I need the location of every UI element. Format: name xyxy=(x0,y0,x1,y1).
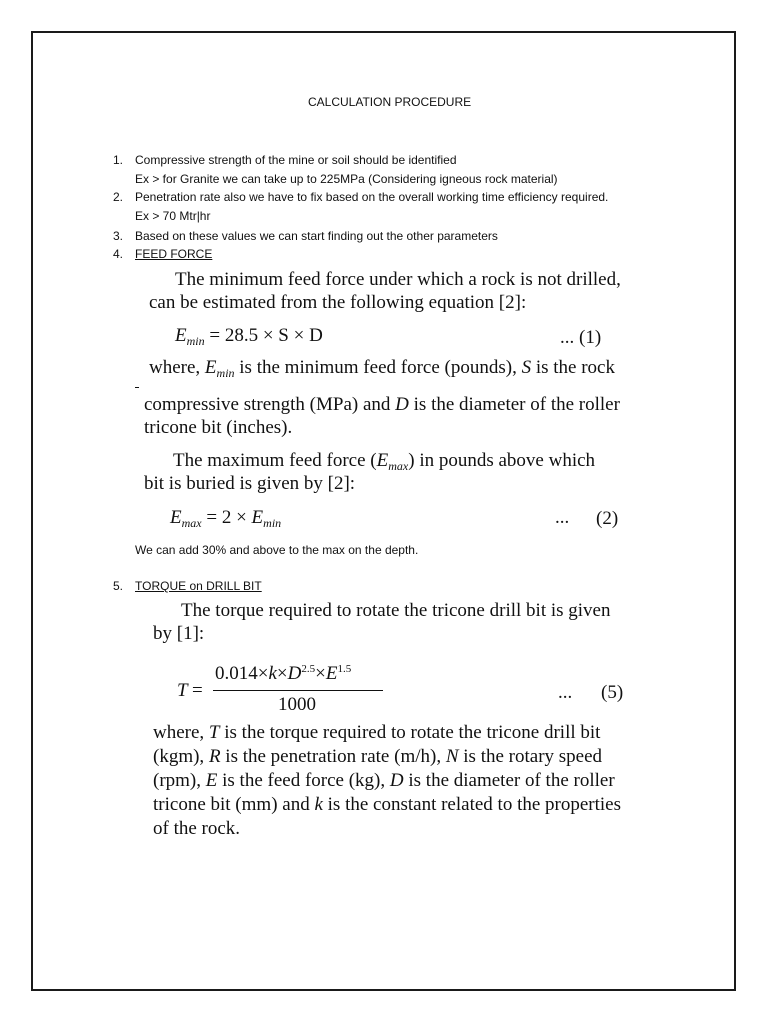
feed-force-definition: compressive strength (MPa) and D is the diameter of the roller xyxy=(144,394,620,415)
torque-paragraph: by [1]: xyxy=(153,623,205,644)
list-number: 2. xyxy=(113,190,124,204)
feed-force-note: We can add 30% and above to the max on the depth. xyxy=(135,543,419,557)
equation-1-number: ... (1) xyxy=(560,327,602,348)
list-number: 1. xyxy=(113,153,124,167)
list-number: 5. xyxy=(113,579,124,593)
torque-definition: of the rock. xyxy=(153,818,241,839)
page-title: CALCULATION PROCEDURE xyxy=(308,95,472,109)
torque-equation-lhs: T = xyxy=(177,680,203,701)
list-item: Compressive strength of the mine or soil should be identified xyxy=(135,153,457,167)
list-item: Based on these values we can start finding out the other parameters xyxy=(135,229,498,243)
equation-2-number: (2) xyxy=(596,508,619,529)
list-number: 3. xyxy=(113,229,124,243)
torque-paragraph: The torque required to rotate the tricone drill bit is given xyxy=(181,600,611,621)
torque-equation-number: (5) xyxy=(601,682,624,703)
feed-force-paragraph: can be estimated from the following equation [2]: xyxy=(149,292,527,313)
equation-2: $E_{max} = 2 \times E_{min}$ xyxy=(170,507,282,530)
dash-mark xyxy=(135,387,139,388)
section-heading-feed-force: FEED FORCE xyxy=(135,247,213,261)
section-heading-torque: TORQUE on DRILL BIT xyxy=(135,579,262,593)
list-item-sub: Ex > 70 Mtr|hr xyxy=(135,209,211,223)
equation-2-dots: ... xyxy=(555,507,570,528)
list-item-sub: Ex > for Granite we can take up to 225MPa (Considering igneous rock material) xyxy=(135,172,558,186)
torque-denominator: 1000 xyxy=(278,694,316,715)
torque-equation-dots: ... xyxy=(558,682,573,703)
list-item: Penetration rate also we have to fix based on the overall working time efficiency required. xyxy=(135,190,609,204)
torque-numerator: $0.014\times k\times D^{2.5}\times E^{1.5}$ xyxy=(215,663,352,684)
feed-force-definition: where, $E_{min}$ is the minimum feed force (pounds), S is the rock xyxy=(149,357,615,380)
max-feed-force-paragraph: The maximum feed force $(E_{max})$ in pounds above which xyxy=(173,450,596,473)
list-number: 4. xyxy=(113,247,124,261)
fraction-bar xyxy=(213,690,383,691)
feed-force-definition: tricone bit (inches). xyxy=(144,417,293,438)
torque-definition: (rpm), E is the feed force (kg), D is the diameter of the roller xyxy=(153,770,615,791)
max-feed-force-paragraph: bit is buried is given by [2]: xyxy=(144,473,356,494)
torque-definition: (kgm), R is the penetration rate (m/h), N is the rotary speed xyxy=(153,746,603,767)
torque-definition: tricone bit (mm) and k is the constant related to the properties xyxy=(153,794,622,815)
torque-definition: where, T is the torque required to rotate the tricone drill bit xyxy=(153,722,601,743)
feed-force-paragraph: The minimum feed force under which a rock is not drilled, xyxy=(175,269,621,290)
equation-1: $E_{min} = 28.5 \times S \times D$ xyxy=(175,325,323,348)
